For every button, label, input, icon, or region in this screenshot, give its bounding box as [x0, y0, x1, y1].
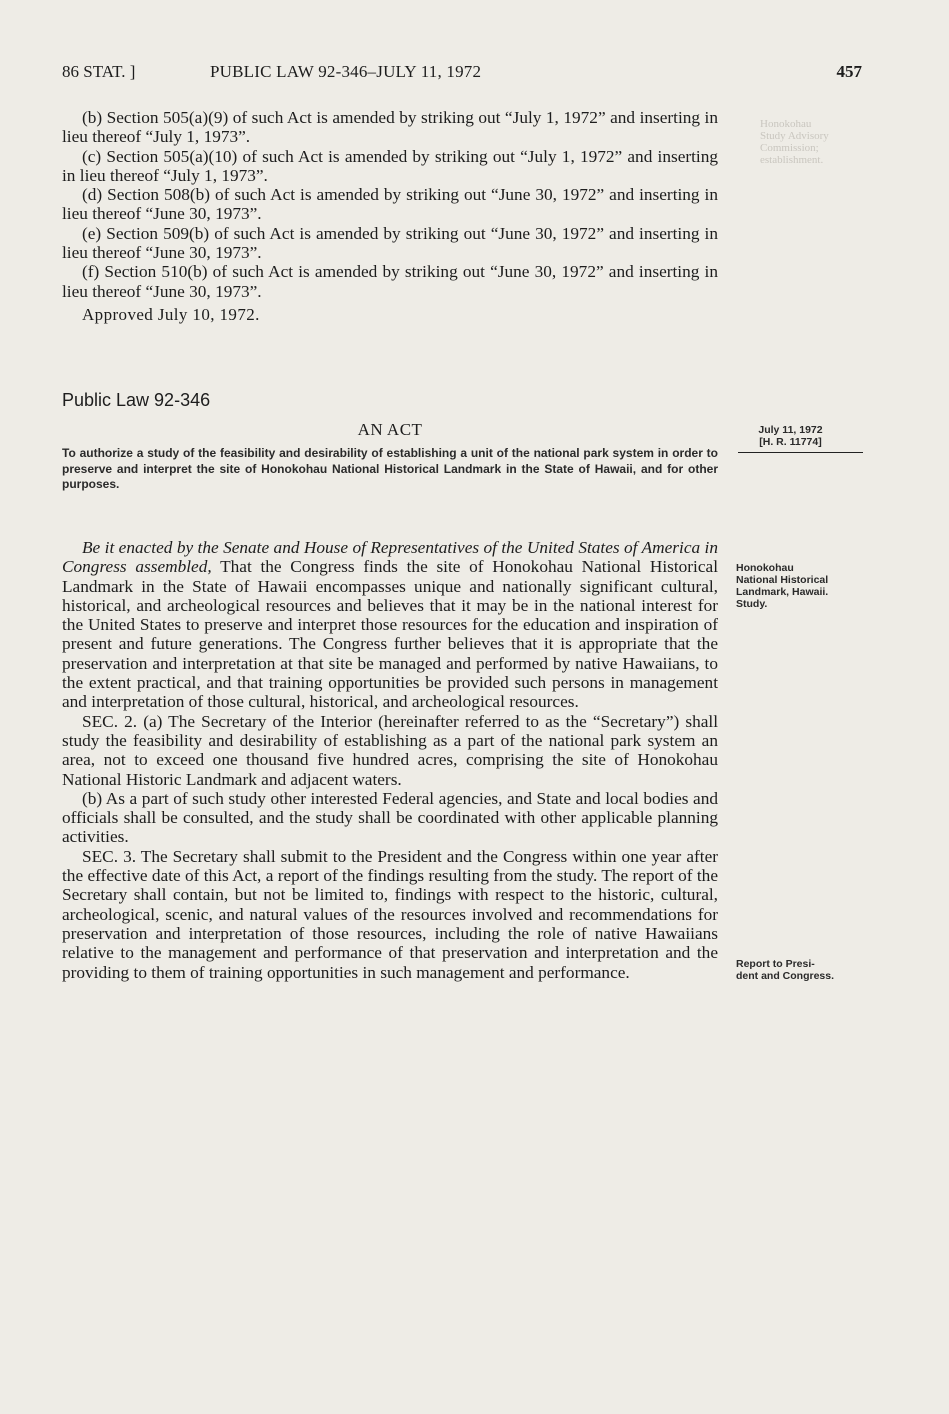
side-note-line: Report to Presi- [736, 958, 815, 970]
public-law-title: Public Law 92-346 [62, 390, 211, 410]
side-note-line: Honokohau [736, 562, 794, 574]
running-title: PUBLIC LAW 92-346–JULY 11, 1972 [210, 62, 482, 81]
side-note-line: Study. [736, 598, 768, 610]
amendment-b: (b) Section 505(a)(9) of such Act is amended by striking out “July 1, 1972” and inserting in lieu thereof “July 1, 1973”. [62, 108, 718, 147]
amendment-e: (e) Section 509(b) of such Act is amended by striking out “June 30, 1972” and inserting in lieu thereof “June 30, 1973”. [62, 223, 718, 263]
bleed-through-margin: Honokohau Study Advisory Commission; establishment. [760, 118, 829, 166]
enacting-clause: Be it enacted by the Senate and House of Representatives of the United States of America in Congress assembled, [62, 538, 718, 577]
section-2a: SEC. 2. (a) The Secretary of the Interior (hereinafter referred to as the “Secretary”) shall study the feasibility and desirability of establishing as a part of the national park system an area, not to exceed one thousand five hundred acres, comprising the site of Honokohau National Historic Landmark and adjacent waters. [62, 711, 718, 789]
margin-rule [738, 452, 863, 453]
bill-number: [H. R. 11774] [759, 436, 822, 448]
amendments-block [62, 108, 718, 325]
side-note-study [736, 562, 828, 610]
enactment-date-note [738, 424, 843, 448]
amendment-f: (f) Section 510(b) of such Act is amended by striking out “June 30, 1972” and inserting in lieu thereof “June 30, 1973”. [62, 262, 718, 301]
statute-volume: 86 STAT. ] [62, 62, 136, 81]
act-purpose [62, 446, 718, 493]
amendment-c: (c) Section 505(a)(10) of such Act is amended by striking out “July 1, 1972” and inserting in lieu thereof “July 1, 1973”. [62, 146, 718, 185]
section-1-text: That the Congress finds the site of Honokohau National Historical Landmark in the State of Hawaii encompasses unique and nationally significant cultural, historical, and archeological resources and believes that it may be in the national interest for the United States to preserve and interpret those resources for the education and inspiration of present and future generations. The Congress further believes that it is appropriate that the preservation and interpretation at that site be managed and performed by native Hawaiians, to the extent practical, and that training opportunities be provided such persons in management and interpretation of those cultural, historical, and archeological resources. [62, 557, 718, 712]
act-heading: AN ACT [357, 420, 423, 439]
page-number: 457 [836, 62, 862, 81]
amendment-d: (d) Section 508(b) of such Act is amended by striking out “June 30, 1972” and inserting in lieu thereof “June 30, 1973”. [62, 185, 718, 224]
side-note-line: dent and Congress. [736, 970, 835, 982]
side-note-line: Landmark, Hawaii. [736, 586, 829, 598]
section-1 [62, 538, 718, 712]
approved-date: Approved July 10, 1972. [82, 304, 260, 324]
section-2b: (b) As a part of such study other interested Federal agencies, and State and local bodies and officials shall be consulted, and the study shall be coordinated with other applicable planning activities. [62, 788, 718, 847]
act-body [62, 538, 718, 982]
section-3: SEC. 3. The Secretary shall submit to the President and the Congress within one year after the effective date of this Act, a report of the findings resulting from the study. The report of the Secretary shall contain, but not be limited to, findings with respect to the historic, cultural, archeological, scenic, and natural values of the resources involved and recommendations for preservation and interpretation of those resources, including the role of native Hawaiians relative to the management and performance of that preservation and interpretation and the providing to them of training opportunities in such management and performance. [62, 846, 718, 982]
purpose-text: To authorize a study of the feasibility and desirability of establishing a unit of the national park system in order to preserve and interpret the site of Honokohau National Historical Landmark in the State of Hawaii, and for other purposes. [62, 446, 718, 491]
side-note-line: National Historical [736, 574, 829, 586]
side-note-report [736, 958, 834, 982]
enactment-date: July 11, 1972 [758, 424, 823, 436]
